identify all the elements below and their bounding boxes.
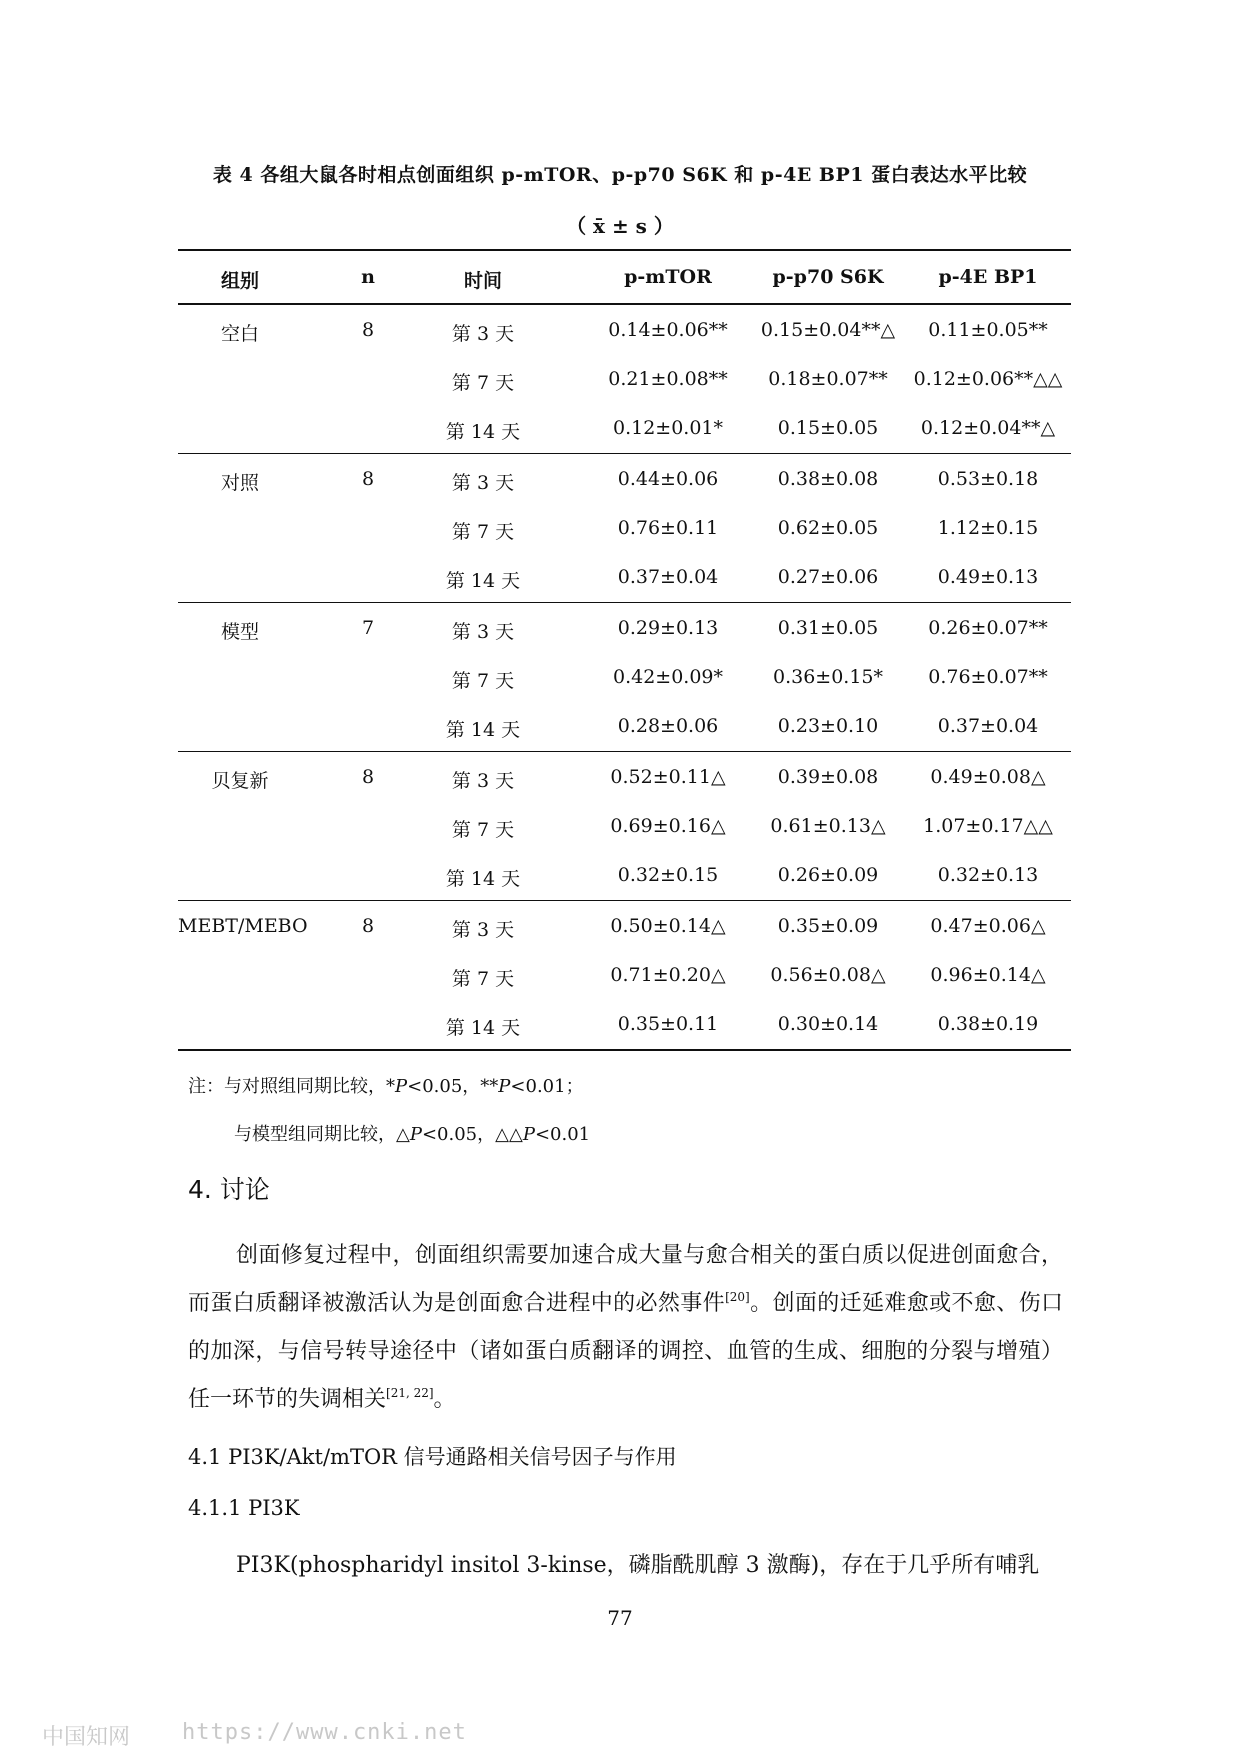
table-row <box>178 701 1071 750</box>
citation-ref: [20] <box>725 1290 750 1304</box>
table-note-line-2 <box>234 1120 590 1146</box>
pi3k-paragraph <box>188 1542 1063 1590</box>
note-p-symbol: P <box>409 1124 422 1145</box>
citation-ref: [21, 22] <box>386 1386 434 1400</box>
time-cell: 第 7 天 <box>451 372 515 394</box>
group-name-cell: 对照 <box>220 472 259 494</box>
table-note-line-1 <box>188 1072 584 1098</box>
table-row <box>178 354 1071 403</box>
time-cell: 第 14 天 <box>445 1017 521 1039</box>
p-p70-s6k-cell: 0.39±0.08 <box>777 766 879 788</box>
n-cell: 8 <box>361 766 375 788</box>
p-mtor-cell: 0.28±0.06 <box>617 715 719 737</box>
note-text: 注：与对照组同期比较，* <box>188 1076 395 1097</box>
p-p70-s6k-cell: 0.15±0.04**△ <box>760 319 896 341</box>
group-name-cell: 模型 <box>220 621 259 643</box>
note-p-symbol: P <box>522 1124 535 1145</box>
paragraph-text: 。 <box>433 1387 456 1412</box>
p-4e-bp1-cell: 0.37±0.04 <box>937 715 1039 737</box>
header-group: 组别 <box>220 270 259 292</box>
time-cell: 第 3 天 <box>451 621 515 643</box>
table-row <box>178 454 1071 503</box>
p-4e-bp1-cell: 0.12±0.06**△△ <box>913 368 1063 390</box>
p-mtor-cell: 0.71±0.20△ <box>610 964 726 986</box>
p-p70-s6k-cell: 0.38±0.08 <box>777 468 879 490</box>
note-text: <0.01； <box>510 1076 584 1097</box>
p-mtor-cell: 0.42±0.09* <box>612 666 724 688</box>
p-4e-bp1-cell: 0.47±0.06△ <box>930 915 1046 937</box>
note-text: <0.01 <box>534 1124 591 1145</box>
table-group <box>178 454 1071 603</box>
p-4e-bp1-cell: 0.76±0.07** <box>928 666 1048 688</box>
p-p70-s6k-cell: 0.36±0.15* <box>772 666 884 688</box>
p-4e-bp1-cell: 0.49±0.08△ <box>930 766 1046 788</box>
p-4e-bp1-cell: 0.12±0.04**△ <box>920 417 1056 439</box>
watermark-url: https://www.cnki.net <box>182 1720 467 1745</box>
table-row <box>178 652 1071 701</box>
p-p70-s6k-cell: 0.15±0.05 <box>777 417 879 439</box>
header-n: n <box>361 266 375 288</box>
data-table <box>178 249 1071 1051</box>
page-number: 77 <box>607 1606 633 1630</box>
table-row <box>178 305 1071 354</box>
time-cell: 第 3 天 <box>451 323 515 345</box>
table-row <box>178 950 1071 999</box>
table-group <box>178 305 1071 454</box>
section-heading: 4. 讨论 <box>188 1175 270 1204</box>
header-time: 时间 <box>463 270 502 292</box>
group-name-cell: MEBT/MEBO <box>178 915 308 937</box>
table-group <box>178 603 1071 752</box>
table-body <box>178 305 1071 1049</box>
p-4e-bp1-cell: 0.11±0.05** <box>928 319 1048 341</box>
n-cell: 8 <box>361 468 375 490</box>
table-row <box>178 850 1071 899</box>
paragraph-text: 创面修复过程中，创面组织需要加速合成大量与愈合相关的蛋白质以促进创面愈合，而蛋白质翻译被激活认为是创面愈合进程中的必然事件 <box>188 1243 1063 1316</box>
note-p-symbol: P <box>395 1076 408 1097</box>
table-row <box>178 603 1071 652</box>
p-4e-bp1-cell: 0.26±0.07** <box>928 617 1048 639</box>
table-row <box>178 752 1071 801</box>
n-cell: 7 <box>361 617 375 639</box>
p-mtor-cell: 0.29±0.13 <box>617 617 719 639</box>
note-text: <0.05，** <box>407 1076 499 1097</box>
p-p70-s6k-cell: 0.62±0.05 <box>777 517 879 539</box>
p-p70-s6k-cell: 0.18±0.07** <box>768 368 888 390</box>
time-cell: 第 7 天 <box>451 968 515 990</box>
table-row <box>178 403 1071 452</box>
time-cell: 第 14 天 <box>445 421 521 443</box>
note-text: <0.05，△△ <box>421 1124 523 1145</box>
p-p70-s6k-cell: 0.61±0.13△ <box>770 815 886 837</box>
time-cell: 第 3 天 <box>451 919 515 941</box>
table-row <box>178 503 1071 552</box>
p-p70-s6k-cell: 0.35±0.09 <box>777 915 879 937</box>
table-group <box>178 901 1071 1049</box>
subsection-heading: 4.1 PI3K/Akt/mTOR 信号通路相关信号因子与作用 <box>188 1445 677 1469</box>
group-name-cell: 空白 <box>220 323 259 345</box>
paragraph-text: PI3K(phospharidyl insitol 3-kinse，磷脂酰肌醇 3 激酶)，存在于几乎所有哺乳 <box>236 1553 1040 1578</box>
p-p70-s6k-cell: 0.26±0.09 <box>777 864 879 886</box>
p-mtor-cell: 0.69±0.16△ <box>610 815 726 837</box>
discussion-paragraph <box>188 1232 1063 1424</box>
p-4e-bp1-cell: 1.12±0.15 <box>937 517 1039 539</box>
subsubsection-heading: 4.1.1 PI3K <box>188 1496 300 1520</box>
note-text: 与模型组同期比较，△ <box>234 1124 410 1145</box>
time-cell: 第 14 天 <box>445 719 521 741</box>
p-mtor-cell: 0.50±0.14△ <box>610 915 726 937</box>
p-p70-s6k-cell: 0.30±0.14 <box>777 1013 879 1035</box>
p-mtor-cell: 0.35±0.11 <box>617 1013 719 1035</box>
n-cell: 8 <box>361 915 375 937</box>
p-p70-s6k-cell: 0.23±0.10 <box>777 715 879 737</box>
p-mtor-cell: 0.44±0.06 <box>617 468 719 490</box>
time-cell: 第 7 天 <box>451 521 515 543</box>
header-p-p70-s6k: p-p70 S6K <box>772 266 884 288</box>
p-p70-s6k-cell: 0.27±0.06 <box>777 566 879 588</box>
p-mtor-cell: 0.52±0.11△ <box>610 766 726 788</box>
table-row <box>178 999 1071 1048</box>
time-cell: 第 7 天 <box>451 819 515 841</box>
p-mtor-cell: 0.32±0.15 <box>617 864 719 886</box>
paragraph-text: 。创面的迁延难愈或不愈、伤口的加深，与信号转导途径中（诸如蛋白质翻译的调控、血管的生成、细胞的分裂与增殖）任一环节的失调相关 <box>188 1291 1063 1412</box>
p-4e-bp1-cell: 0.32±0.13 <box>937 864 1039 886</box>
p-4e-bp1-cell: 0.38±0.19 <box>937 1013 1039 1035</box>
time-cell: 第 14 天 <box>445 570 521 592</box>
header-p-4e-bp1: p-4E BP1 <box>938 266 1038 288</box>
time-cell: 第 7 天 <box>451 670 515 692</box>
p-mtor-cell: 0.12±0.01* <box>612 417 724 439</box>
p-p70-s6k-cell: 0.31±0.05 <box>777 617 879 639</box>
time-cell: 第 3 天 <box>451 472 515 494</box>
p-4e-bp1-cell: 0.49±0.13 <box>937 566 1039 588</box>
note-p-symbol: P <box>498 1076 511 1097</box>
table-stat-notation: （ x̄ ± s ） <box>566 214 674 238</box>
p-4e-bp1-cell: 0.96±0.14△ <box>930 964 1046 986</box>
table-caption: 表 4 各组大鼠各时相点创面组织 p-mTOR、p-p70 S6K 和 p-4E BP1 蛋白表达水平比较 <box>212 164 1028 186</box>
p-mtor-cell: 0.37±0.04 <box>617 566 719 588</box>
time-cell: 第 14 天 <box>445 868 521 890</box>
p-p70-s6k-cell: 0.56±0.08△ <box>770 964 886 986</box>
group-name-cell: 贝复新 <box>211 770 269 792</box>
time-cell: 第 3 天 <box>451 770 515 792</box>
table-header-row <box>178 251 1071 305</box>
n-cell: 8 <box>361 319 375 341</box>
p-mtor-cell: 0.76±0.11 <box>617 517 719 539</box>
p-mtor-cell: 0.21±0.08** <box>608 368 728 390</box>
p-4e-bp1-cell: 1.07±0.17△△ <box>923 815 1053 837</box>
table-row <box>178 552 1071 601</box>
p-4e-bp1-cell: 0.53±0.18 <box>937 468 1039 490</box>
table-group <box>178 752 1071 901</box>
table-row <box>178 801 1071 850</box>
p-mtor-cell: 0.14±0.06** <box>608 319 728 341</box>
header-p-mtor: p-mTOR <box>624 266 712 288</box>
table-row <box>178 901 1071 950</box>
watermark-logo-text: 中国知网 <box>42 1725 131 1750</box>
